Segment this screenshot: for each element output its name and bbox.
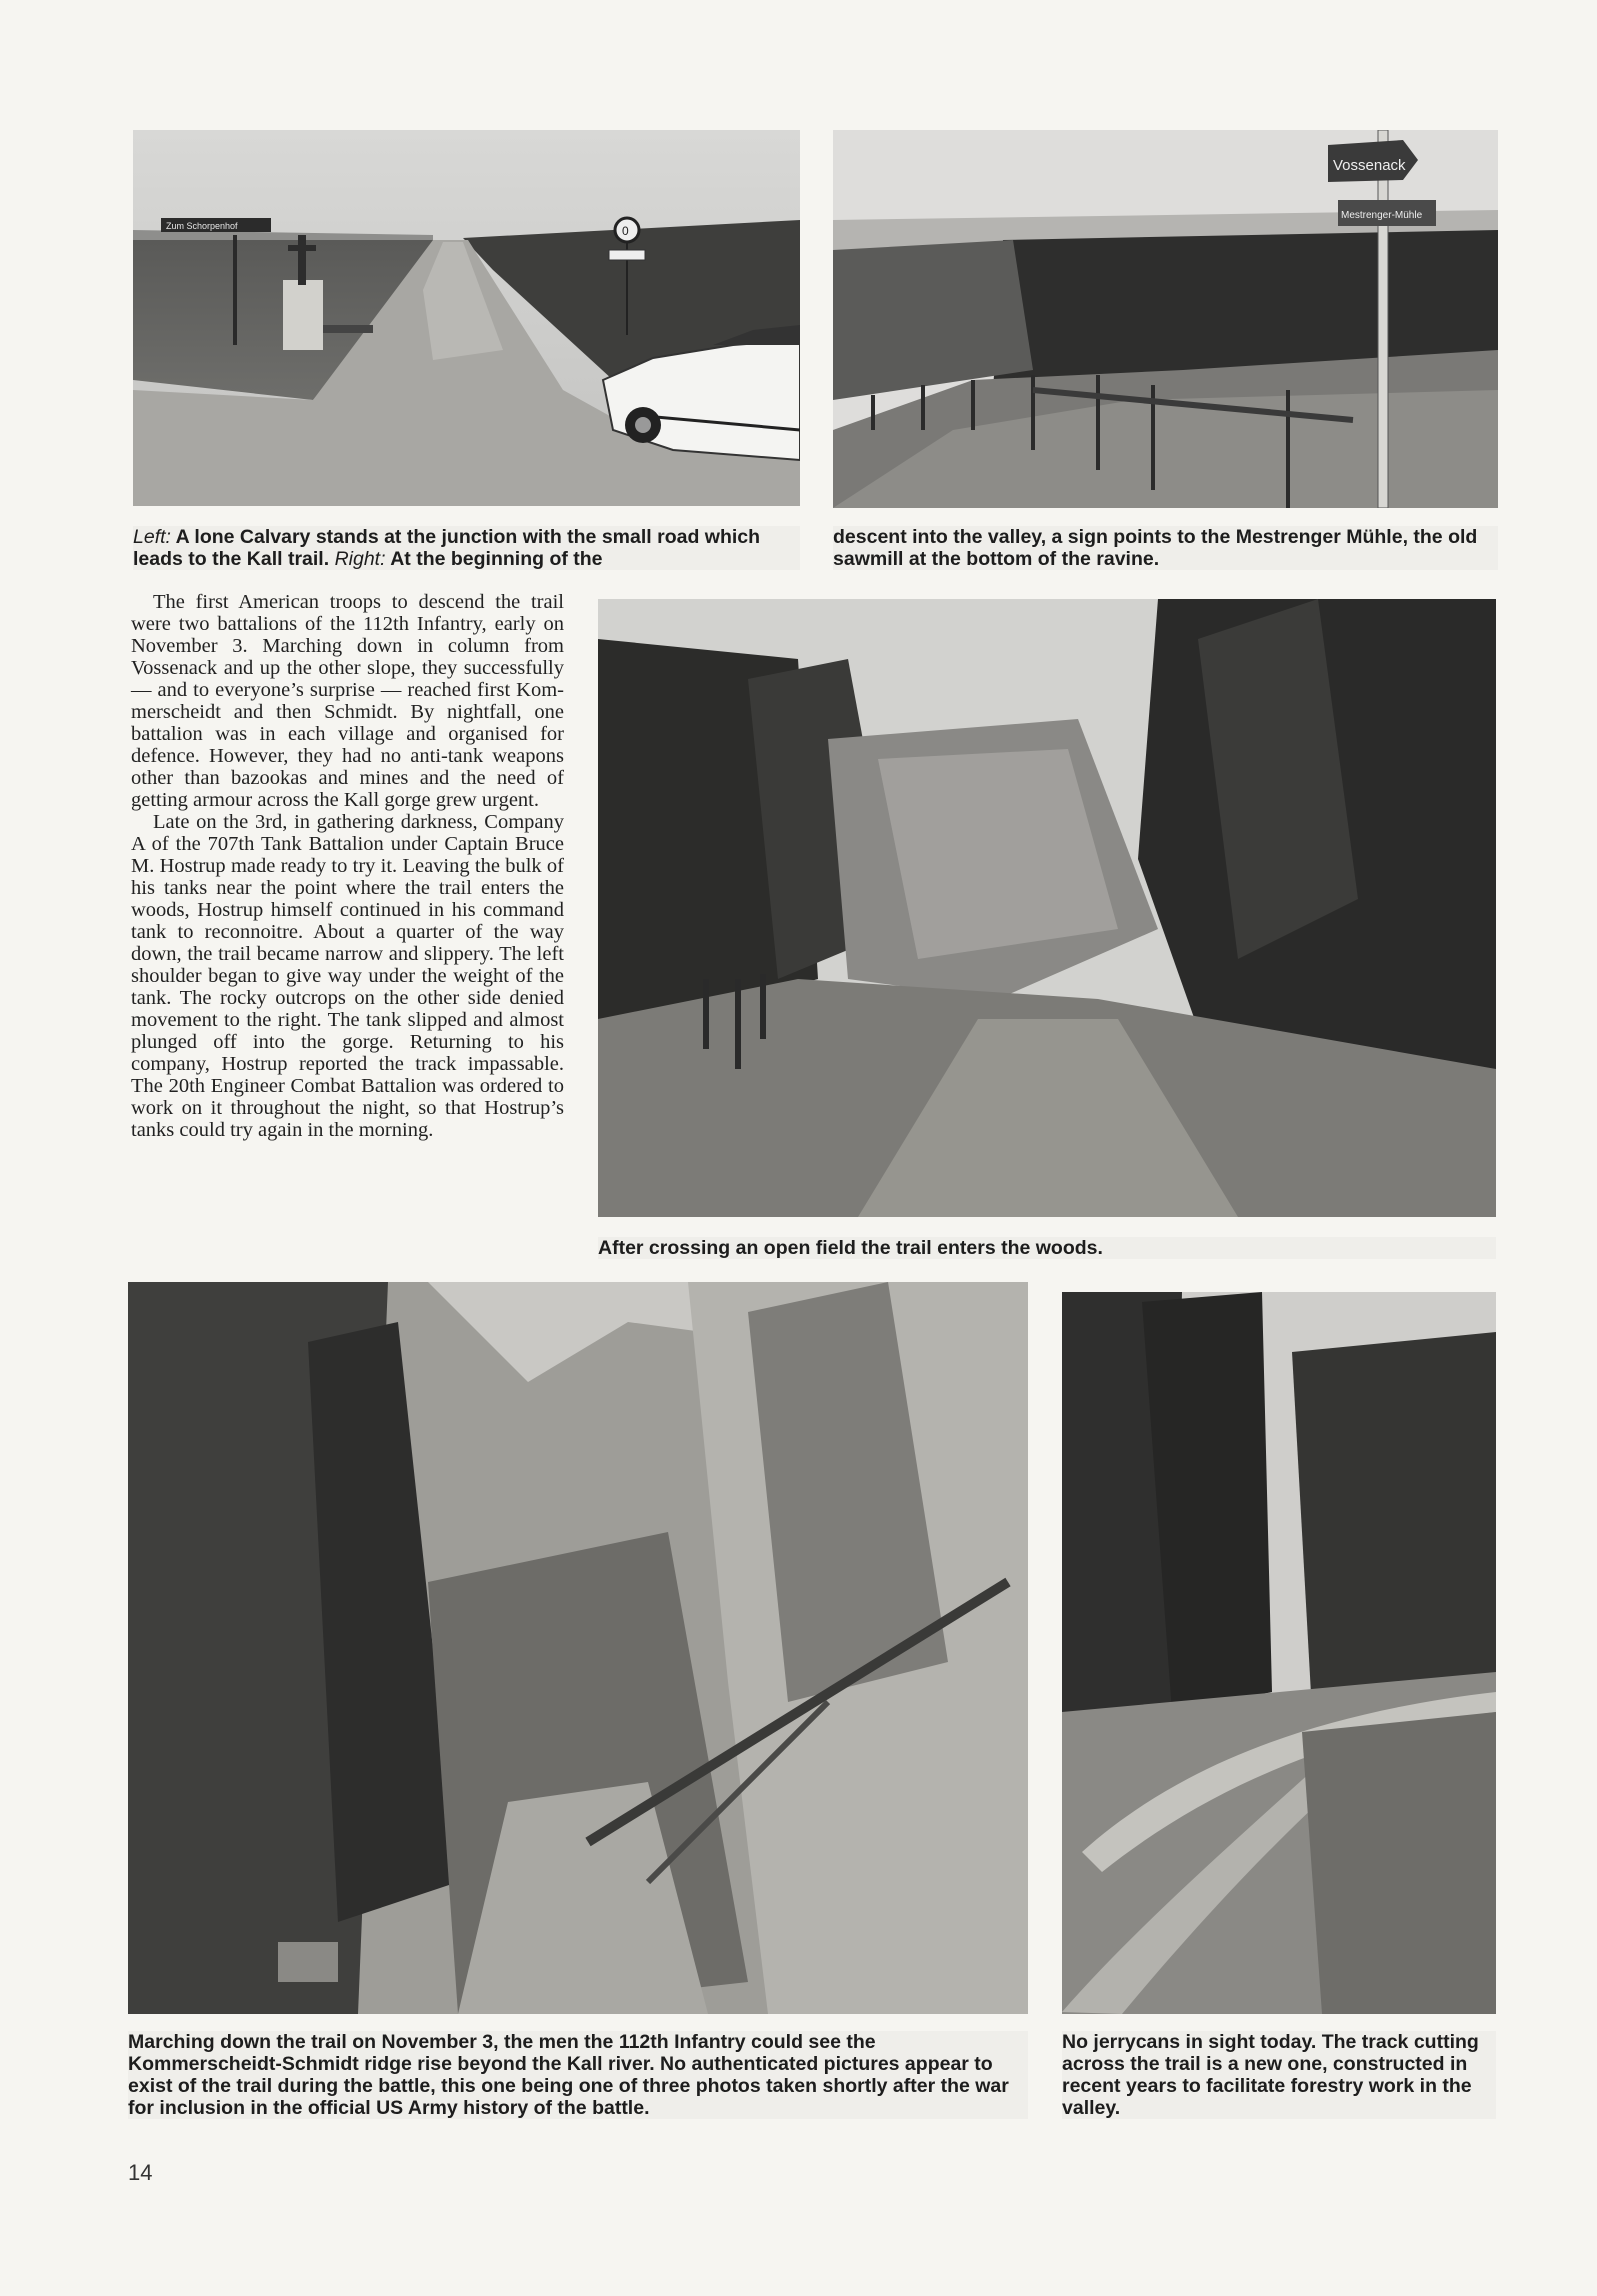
article-body [131, 591, 564, 1141]
article-paragraph: Late on the 3rd, in gathering darkness, Company A of the 707th Tank Battalion under Captain Bruce M. Hostrup made ready to try it. Leaving the bulk of his tanks near the point where the trail enters the woods, Hostrup himself continued in his command tank to reconnoitre. About a quarter of the way down, the trail became narrow and slippery. The left shoulder began to give way under the weight of the tank. The rocky outcrops on the other side denied movement to the right. The tank slipped and almost plunged off into the gorge. Returning to his company, Hostrup reported the track impassable. The 20th Engineer Combat Battalion was ordered to work on it throughout the night, so that Hostrup’s tanks could try again in the morning. [131, 811, 564, 1141]
caption-historic-trail: Marching down the trail on November 3, the men the 112th Infantry could see the Kommerscheidt-Schmidt ridge rise beyond the Kall river. No authenticated pictures appear to exist of the trail during the battle, this one being one of three photos taken shortly after the war for inclusion in the official US Army history of the battle. [128, 2031, 1028, 2119]
caption-forestry-track: No jerrycans in sight today. The track cutting across the trail is a new one, constructed in recent years to facilitate forestry work in the valley. [1062, 2031, 1496, 2119]
signpost-text-bottom: Mestrenger-Mühle [1341, 210, 1423, 221]
photo-forestry-track [1062, 1292, 1496, 2014]
photo-trail-enters-woods [598, 599, 1496, 1217]
caption-right-text-end: descent into the valley, a sign points to the Mestrenger Mühle, the old sawmill at the bottom of the ravine. [833, 526, 1478, 570]
article-paragraph: The first American troops to descend the trail were two battalions of the 112th Infantry, early on November 3. Marching down in column from Vossenack and up the other slope, they successfully — and to everyone’s surprise — reached first Kommerscheidt and then Schmidt. By nightfall, one battalion was in each village and organised for defence. However, they had no anti-tank weapons other than bazookas and mines and the need of getting armour across the Kall gorge grew urgent. [131, 591, 564, 811]
page-number: 14 [128, 2160, 153, 2185]
calvary-limit-sign: 0 [622, 224, 629, 238]
photo-signpost-valley [833, 130, 1498, 508]
caption-top-right [833, 526, 1498, 570]
caption-right-text-start: At the beginning of the [385, 548, 603, 570]
caption-left-text: A lone Calvary stands at the junction with the small road which leads to the Kall trail. [133, 526, 761, 570]
photo-historic-trail [128, 1282, 1028, 2014]
caption-top-left [133, 526, 800, 570]
signpost-text-top: Vossenack [1333, 157, 1406, 174]
caption-woods: After crossing an open field the trail enters the woods. [598, 1237, 1496, 1259]
photo-calvary-junction [133, 130, 800, 506]
caption-left-label: Left: [133, 526, 171, 548]
caption-right-label: Right: [334, 548, 386, 570]
calvary-sign-text: Zum Schorpenhof [166, 221, 238, 231]
